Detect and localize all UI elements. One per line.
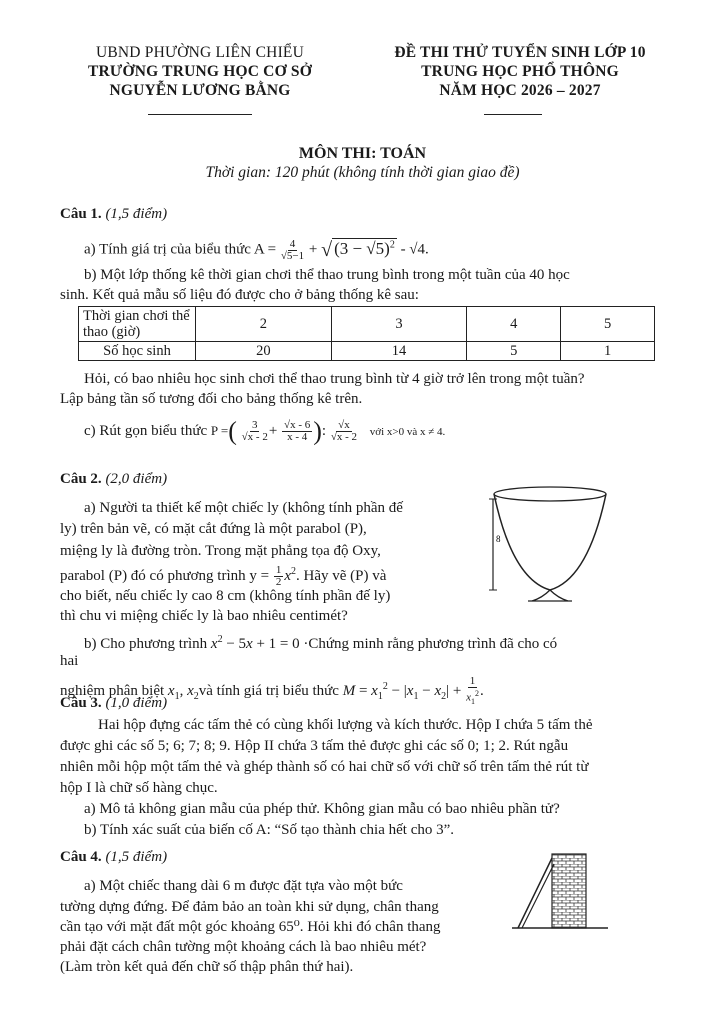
q1-b-line2: sinh. Kết quả mẫu số liệu đó được cho ở bảng thống kê sau: [60,287,419,303]
header-right-underline [484,114,542,115]
table-cell: 5 [467,342,561,361]
table-row [79,307,655,342]
q3-line1: Hai hộp đựng các tấm thẻ có cùng khối lượng và kích thước. Hộp I chứa 5 tấm thẻ [98,717,593,733]
q2-a-line1: a) Người ta thiết kế một chiếc ly (không tính phần đế [84,500,403,516]
q3-line3: nhiên mỗi hộp một tấm thẻ và ghép thành số có hai chữ số với chữ số trên tấm thẻ rút từ [60,759,589,775]
q1-title: Câu 1. [60,206,102,222]
q4-line2: tường dựng đứng. Để đảm bảo an toàn khi sử dụng, chân thang [60,899,439,915]
header-right-line-2: TRUNG HỌC PHỔ THÔNG [421,63,619,80]
subject-title: MÔN THI: TOÁN [298,145,427,162]
q3-a: a) Mô tả không gian mẫu của phép thử. Không gian mẫu có bao nhiêu phần tử? [84,801,560,817]
q1-heading [60,205,167,223]
table-header-cell: Thời gian chơi thể thao (giờ) [79,307,196,342]
stats-table [78,306,655,361]
q1-points: (1,5 điểm) [105,206,168,222]
header-right-line-3: NĂM HỌC 2026 – 2027 [439,82,601,99]
q1-a-fraction: $\frac{4}{√5-1}$ [280,237,305,262]
table-cell: 3 [331,307,467,342]
table-row [79,342,655,361]
time-note: Thời gian: 120 phút (không tính thời gian giao đề) [205,164,520,181]
header-left-line-2: TRƯỜNG TRUNG HỌC CƠ SỞ [87,63,312,80]
q3-title: Câu 3. [60,695,102,711]
table-cell: 1 [561,342,655,361]
q2-b-line3: nghiệm phân biệt $x_1$, $x_2và$ tính giá trị biểu thức $M = x_1^2 - |x_1 - x_2|$ + $\frac{1}{x_1^2}$ . [60,675,484,706]
q2-points: (2,0 điểm) [105,471,168,487]
ladder-figure [510,852,610,932]
cup-height-label: 8 [496,534,501,544]
q2-b-line1: b) Cho phương trình $x^2 - 5x + 1 = 0$ ·Chứng minh rằng phương trình đã cho có [84,634,558,652]
q4-line4: phải đặt cách chân tường một khoảng cách là bao nhiêu mét? [60,939,427,955]
q3-line4: hộp I là chữ số hàng chục. [60,780,218,796]
q1-a: a) Tính giá trị của biểu thức A = $\frac{4}{√5-1}$ + √ $(3 - √5)^2 - √4$. [84,237,429,262]
header-right-line-1: ĐỀ THI THỬ TUYỂN SINH LỚP 10 [394,44,646,61]
q3-heading [60,694,167,712]
table-cell: 2 [196,307,332,342]
q4-points: (1,5 điểm) [105,849,168,865]
header-right [360,43,680,100]
q4-line5: (Làm tròn kết quả đến chữ số thập phân thứ hai). [60,959,354,975]
q2-a-line5: cho biết, nếu chiếc ly cao 8 cm (không tính phần đế ly) [60,588,391,604]
header-left-line-1: UBND PHƯỜNG LIÊN CHIỂU [95,44,304,61]
table-cell: 4 [467,307,561,342]
header-left-line-3: NGUYỄN LƯƠNG BẰNG [109,82,291,99]
q1-c: c) Rút gọn biểu thức P =( $\frac{3}{√x - 2}$ + $\frac{√x - 6}{x - 4}$ ): $\frac{√x}{√x - 2}$ với x>0 và x ≠ 4. [84,416,446,446]
q1-c-text: c) Rút gọn biểu thức [84,422,208,439]
q3-line2: được ghi các số 5; 6; 7; 8; 9. Hộp II chứa 3 tấm thẻ được ghi các số 0; 1; 2. Rút ngẫu [60,738,569,754]
q3-b: b) Tính xác suất của biến cố A: “Số tạo thành chia hết cho 3”. [84,822,455,838]
header-left-underline [148,114,252,115]
cup-figure [482,484,612,606]
q4-title: Câu 4. [60,849,102,865]
q1-a-sqrt: √ [321,239,333,262]
q1-b-line3: Hỏi, có bao nhiêu học sinh chơi thể thao trung bình từ 4 giờ trở lên trong một tuần? [84,371,585,387]
q2-heading [60,470,167,488]
header-left [60,43,340,100]
table-header-cell: Số học sinh [79,342,196,361]
q2-a-line3: miệng ly là đường tròn. Trong mặt phẳng tọa độ Oxy, [60,543,381,559]
q1-b-line4: Lập bảng tần số tương đối cho bảng thống kê trên. [60,391,363,407]
q3-points: (1,0 điểm) [105,695,168,711]
q1-b-line1: b) Một lớp thống kê thời gian chơi thể thao trung bình trong một tuần của 40 học [84,267,570,283]
q1-a-text: a) Tính giá trị của biểu thức A = [84,241,277,258]
q1-c-condition: với x>0 và x ≠ 4. [369,425,446,438]
table-cell: 20 [196,342,332,361]
table-cell: 5 [561,307,655,342]
q2-title: Câu 2. [60,471,102,487]
q4-line1: a) Một chiếc thang dài 6 m được đặt tựa vào một bức [84,878,403,894]
q2-a-line6: thì chu vi miệng chiếc ly là bao nhiêu centimét? [60,608,348,624]
q2-b-line2: hai [60,653,79,669]
q4-heading [60,848,167,866]
q4-line3: cần tạo với mặt đất một góc khoảng 65⁰. Hỏi khi đó chân thang [60,919,441,935]
q2-a-line2: ly) trên bản vẽ, có mặt cắt đứng là một parabol (P), [60,521,367,537]
table-cell: 14 [331,342,467,361]
q2-a-line4: parabol (P) đó có phương trình y = $\frac{1}{2}$ $x^2$. Hãy vẽ (P) và [60,564,387,589]
